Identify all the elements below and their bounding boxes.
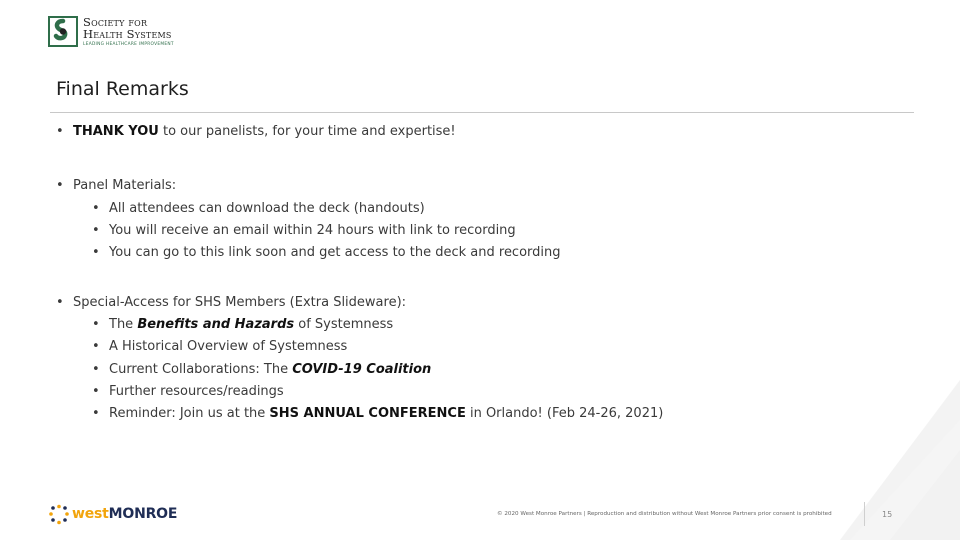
- bullet-thank-you: [73, 124, 456, 139]
- wordmark-monroe: MONROE: [108, 506, 178, 522]
- sub-bullet-collaborations: [109, 362, 431, 377]
- copyright-notice: © 2020 West Monroe Partners | Reproduction and distribution without West Monroe Partners prior consent is prohibited: [497, 511, 832, 517]
- sub-bullet-marker: •: [92, 406, 100, 421]
- thank-you-strong: THANK YOU: [73, 124, 159, 139]
- bullet-marker: •: [56, 178, 64, 193]
- benefits-hazards-emphasis: Benefits and Hazards: [137, 317, 295, 332]
- sub-bullet-download: All attendees can download the deck (handouts): [109, 201, 425, 216]
- sub-bullet-history: A Historical Overview of Systemness: [109, 339, 348, 354]
- title-divider: [50, 112, 914, 113]
- bullet-marker: •: [56, 295, 64, 310]
- sub-bullet-marker: •: [92, 384, 100, 399]
- west-monroe-dots-icon: [48, 504, 70, 526]
- covid-coalition-emphasis: COVID-19 Coalition: [292, 362, 432, 377]
- page-number: 15: [882, 510, 893, 519]
- sub-bullet-marker: •: [92, 317, 100, 332]
- shs-logo-name-line2: Health Systems: [83, 27, 172, 41]
- sub-bullet-marker: •: [92, 201, 100, 216]
- sub-bullet-benefits: [109, 317, 393, 332]
- conference-strong: SHS ANNUAL CONFERENCE: [269, 406, 466, 421]
- sub-bullet-email: You will receive an email within 24 hours with link to recording: [109, 223, 516, 238]
- corner-decoration: [700, 340, 960, 540]
- sub-bullet-marker: •: [92, 245, 100, 260]
- shs-logo: [48, 16, 188, 50]
- sub-bullet-marker: •: [92, 223, 100, 238]
- bullet-marker: •: [56, 124, 64, 139]
- shs-logo-mark-icon: [48, 16, 78, 47]
- wordmark-west: west: [72, 506, 109, 522]
- west-monroe-wordmark: [72, 506, 177, 522]
- sub-bullet-link: You can go to this link soon and get access to the deck and recording: [109, 245, 561, 260]
- bullet-special-access: Special-Access for SHS Members (Extra Slideware):: [73, 295, 407, 310]
- text-segment: of Systemness: [294, 317, 394, 332]
- text-segment: The: [109, 317, 138, 332]
- sub-bullet-marker: •: [92, 362, 100, 377]
- text-segment: Reminder: Join us at the: [109, 406, 270, 421]
- shs-logo-tagline: LEADING HEALTHCARE IMPROVEMENT: [83, 42, 174, 47]
- text-segment: in Orlando! (Feb 24-26, 2021): [465, 406, 664, 421]
- bullet-panel-materials: Panel Materials:: [73, 178, 177, 193]
- footer-divider: [864, 502, 865, 526]
- west-monroe-logo: [48, 504, 188, 526]
- text-segment: Current Collaborations: The: [109, 362, 293, 377]
- shs-logo-name: [83, 16, 172, 40]
- sub-bullet-reminder: [109, 406, 663, 421]
- sub-bullet-resources: Further resources/readings: [109, 384, 284, 399]
- thank-you-rest: to our panelists, for your time and expertise!: [158, 124, 456, 139]
- slide-title: Final Remarks: [56, 78, 189, 100]
- shs-logo-name-line1: Society for: [83, 15, 148, 29]
- sub-bullet-marker: •: [92, 339, 100, 354]
